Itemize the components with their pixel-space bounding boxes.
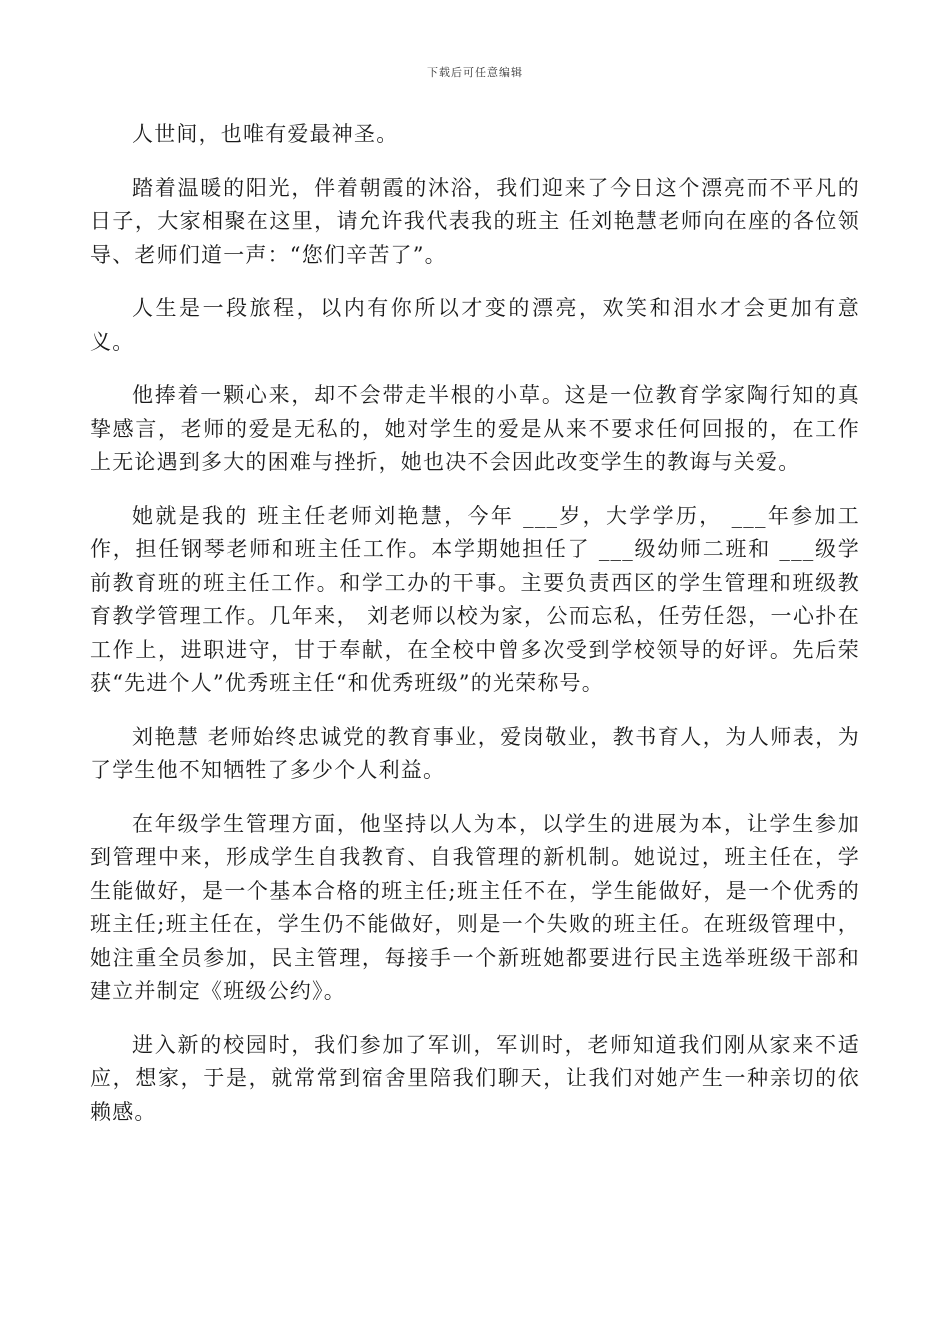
document-body: [90, 118, 860, 1149]
header-note: 下载后可任意编辑: [427, 66, 523, 79]
paragraph: 人生是一段旅程，以内有你所以才变的漂亮，欢笑和泪水才会更加有意义。: [90, 296, 860, 354]
paragraph: 他捧着一颗心来，却不会带走半根的小草。这是一位教育学家陶行知的真挚感言，老师的爱是无私的，她对学生的爱是从来不要求任何回报的，在工作上无论遇到多大的困难与挫折，她也决不会因此改变学生的教诲与关爱。: [90, 383, 860, 474]
paragraph: 她就是我的 班主任老师刘艳慧，今年 ___岁，大学学历， ___年参加工作，担任钢琴老师和班主任工作。本学期她担任了 ___级幼师二班和 ___级学前教育班的班主任工作。和学工办的干事。主要负责西区的学生管理和班级教育教学管理工作。几年来， 刘老师以校为家，公而忘私，任劳任怨，一心扑在工作上，进职进守，甘于奉献，在全校中曾多次受到学校领导的好评。先后荣获“先进个人”优秀班主任“和优秀班级”的光荣称号。: [90, 503, 860, 695]
paragraph: 刘艳慧 老师始终忠诚党的教育事业，爱岗敬业，教书育人，为人师表，为了学生他不知牺牲了多少个人利益。: [90, 724, 860, 782]
paragraph: 人世间，也唯有爱最神圣。: [132, 122, 399, 146]
paragraph: 在年级学生管理方面，他坚持以人为本，以学生的进展为本，让学生参加到管理中来，形成学生自我教育、自我管理的新机制。她说过，班主任在，学生能做好，是一个基本合格的班主任;班主任不在，学生能做好，是一个优秀的班主任;班主任在，学生仍不能做好，则是一个失败的班主任。在班级管理中，她注重全员参加，民主管理，每接手一个新班她都要进行民主选举班级干部和建立并制定《班级公约》。: [90, 811, 860, 1003]
paragraph: 进入新的校园时，我们参加了军训，军训时，老师知道我们刚从家来不适应，想家，于是，就常常到宿舍里陪我们聊天，让我们对她产生一种亲切的依赖感。: [90, 1032, 860, 1124]
paragraph: 踏着温暖的阳光，伴着朝霞的沐浴，我们迎来了今日这个漂亮而不平凡的日子，大家相聚在这里，请允许我代表我的班主 任刘艳慧老师向在座的各位领导、老师们道一声：“您们辛苦了”。: [90, 175, 860, 267]
